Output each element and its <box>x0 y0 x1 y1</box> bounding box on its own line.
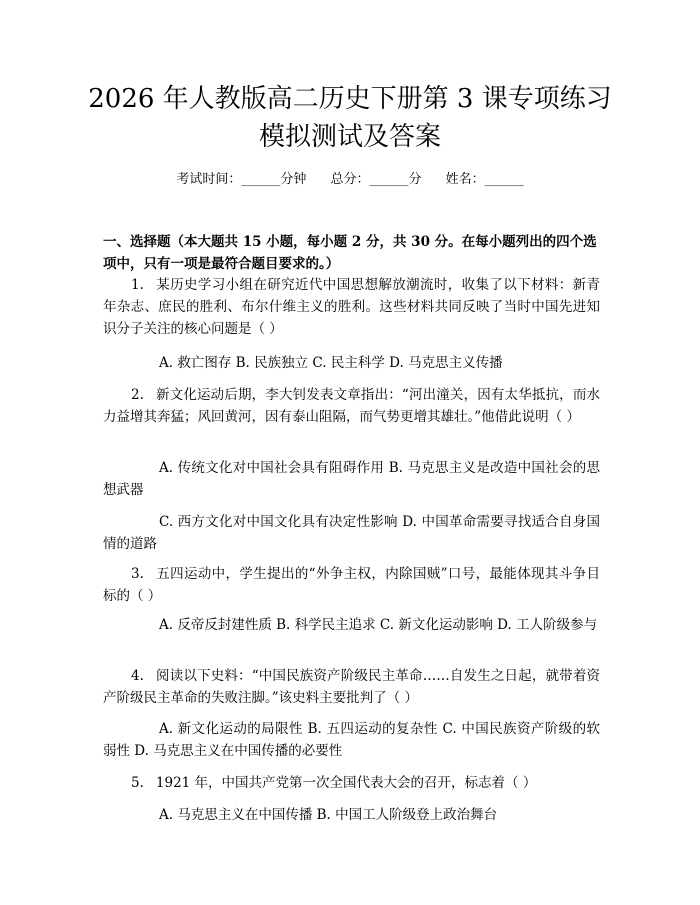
question-4 <box>103 665 600 709</box>
question-number: 1. <box>131 277 144 293</box>
question-3 <box>103 563 600 607</box>
question-text: 某历史学习小组在研究近代中国思想解放潮流时，收集了以下材料：新青年杂志、庶民的胜利、布尔什维主义的胜利。这些材料共同反映了当时中国先进知识分子关注的核心问题是（ ） <box>103 277 600 337</box>
question-2-options-cd: C. 西方文化对中国文化具有决定性影响 D. 中国革命需要寻找适合自身国情的道路 <box>103 514 600 552</box>
question-5 <box>103 772 600 794</box>
question-number: 4. <box>131 668 144 684</box>
total-score-field: 总分：______分 <box>330 172 422 187</box>
question-5-options: A. 马克思主义在中国传播 B. 中国工人阶级登上政治舞台 <box>159 807 498 823</box>
section-heading: 一、选择题（本大题共 15 小题，每小题 2 分，共 30 分。在每小题列出的四个选项中，只有一项是最符合题目要求的。） <box>103 234 597 272</box>
question-4-options: A. 新文化运动的局限性 B. 五四运动的复杂性 C. 中国民族资产阶级的软弱性 D. 马克思主义在中国传播的必要性 <box>103 721 600 759</box>
question-text: 五四运动中，学生提出的“外争主权，内除国贼”口号，最能体现其斗争目标的（ ） <box>103 566 600 604</box>
question-text: 1921 年，中国共产党第一次全国代表大会的召开，标志着（ ） <box>155 775 537 791</box>
exam-time-field: 考试时间：______分钟 <box>176 172 307 187</box>
question-1 <box>103 274 600 340</box>
question-text: 新文化运动后期，李大钊发表文章指出：“河出潼关，因有太华抵抗，而水力益增其奔猛；风回黄河，因有泰山阻隔，而气势更增其雄壮。”他借此说明（ ） <box>103 387 600 425</box>
question-1-options: A. 救亡图存 B. 民族独立 C. 民主科学 D. 马克思主义传播 <box>159 355 503 371</box>
question-number: 5. <box>131 775 144 791</box>
question-2-options-ab: A. 传统文化对中国社会具有阻碍作用 B. 马克思主义是改造中国社会的思想武器 <box>103 460 600 498</box>
page-title-line-1: 2026 年人教版高二历史下册第 3 课专项练习 <box>88 84 612 114</box>
question-number: 3. <box>131 566 144 582</box>
question-number: 2. <box>131 387 144 403</box>
student-name-field: 姓名：______ <box>445 172 524 187</box>
question-3-options: A. 反帝反封建性质 B. 科学民主追求 C. 新文化运动影响 D. 工人阶级参与 <box>159 617 598 633</box>
question-text: 阅读以下史料：“中国民族资产阶级民主革命……自发生之日起，就带着资产阶级民主革命的失败注脚。”该史料主要批判了（ ） <box>103 668 600 706</box>
question-2 <box>103 384 600 428</box>
page-title-line-2: 模拟测试及答案 <box>258 122 441 152</box>
exam-meta <box>0 171 700 189</box>
